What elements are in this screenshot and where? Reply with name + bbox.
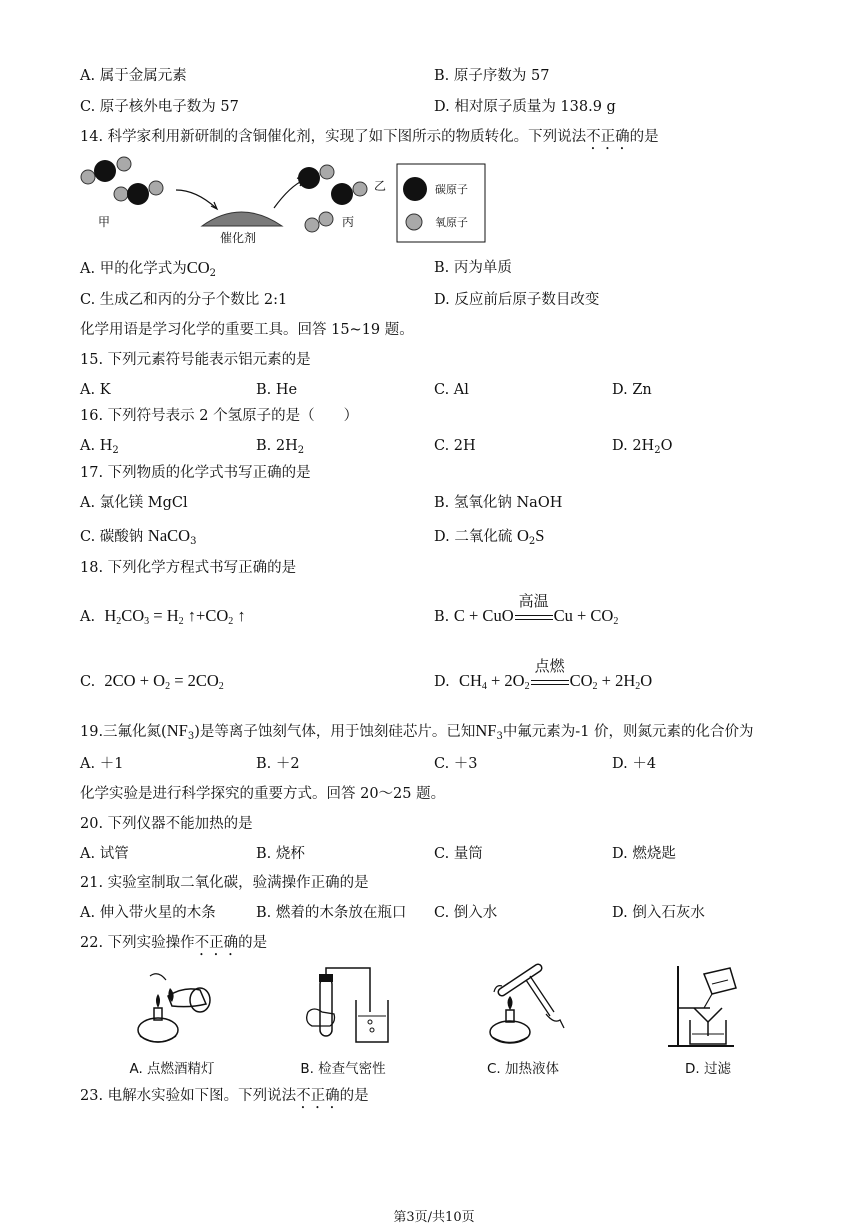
q22-caption-d: D. 过滤	[685, 1061, 731, 1077]
q14-option-b: B. 丙为单质	[434, 260, 512, 276]
q13-option-d: D. 相对原子质量为 138.9 g	[434, 99, 616, 115]
q21-option-c: C. 倒入水	[434, 905, 498, 921]
q19-option-d: D. ＋4	[612, 756, 657, 772]
label-bing: 丙	[342, 215, 355, 229]
carbon-atom-icon	[403, 177, 427, 201]
q13-option-b: B. 原子序数为 57	[434, 68, 550, 84]
q14-stem: 14. 科学家利用新研制的含铜催化剂，实现了如下图所示的物质转化。下列说法不正确的是	[80, 129, 659, 145]
q16-option-b: B. $2H_2$	[256, 438, 305, 456]
q20-option-d: D. 燃烧匙	[612, 846, 676, 862]
illustration-filter	[664, 962, 754, 1050]
oxygen-atom-icon	[406, 214, 422, 230]
section-intro-20: 化学实验是进行科学探究的重要方式。回答 20～25 题。	[80, 786, 446, 802]
q13-option-c: C. 原子核外电子数为 57	[80, 99, 239, 115]
q18-option-d: D. $CH_4 + 2O_2$ 点燃 $CO_2 + 2H_2O$	[434, 657, 653, 692]
q15-stem: 15. 下列元素符号能表示铝元素的是	[80, 352, 311, 368]
q20-option-a: A. 试管	[80, 846, 129, 862]
q22-caption-c: C. 加热液体	[486, 1061, 559, 1077]
q22-caption-a: A. 点燃酒精灯	[129, 1061, 215, 1077]
q19-option-b: B. ＋2	[256, 756, 300, 772]
catalyst-shape	[202, 212, 282, 226]
q23-stem: 23. 电解水实验如下图。下列说法不正确的是	[80, 1088, 369, 1104]
molecule-bing	[305, 212, 333, 232]
q19-option-c: C. ＋3	[434, 756, 478, 772]
molecule-jia-1	[81, 157, 131, 184]
q21-option-b: B. 燃着的木条放在瓶口	[256, 905, 407, 921]
reaction-diagram	[76, 150, 496, 246]
page-footer: 第3页/共10页	[393, 1210, 475, 1225]
condition-ignite: 点燃	[530, 672, 570, 692]
legend-carbon: 碳原子	[435, 183, 468, 196]
q19-option-a: A. ＋1	[80, 756, 124, 772]
q15-option-c: C. Al	[434, 382, 469, 398]
q16-option-a: A. $H_2$	[80, 438, 119, 456]
condition-high-temp: 高温	[514, 607, 554, 627]
q16-option-c: C. 2H	[434, 438, 476, 454]
molecule-jia-2	[114, 181, 163, 205]
label-jia: 甲	[98, 215, 111, 229]
legend-oxygen: 氧原子	[435, 216, 468, 229]
q20-option-c: C. 量筒	[434, 846, 483, 862]
q18-option-b: B. C + CuO 高温 $Cu + CO_2$	[434, 592, 619, 627]
molecule-yi-2	[331, 182, 367, 205]
q14-option-c: C. 生成乙和丙的分子个数比 2:1	[80, 292, 288, 308]
q22-caption-b: B. 检查气密性	[300, 1061, 386, 1077]
q15-option-d: D. Zn	[612, 382, 652, 398]
q18-option-c: C. $2CO + O_2 = 2CO_2$	[80, 671, 224, 692]
emphasis-text: 不正确	[586, 129, 630, 145]
q15-option-a: A. K	[80, 382, 111, 398]
q17-option-d: D. 二氧化硫 $O_2S$	[434, 526, 545, 547]
q19-stem: 19.三氟化氮$(NF_3)$是等离子蚀刻气体，用于蚀刻硅芯片。已知$NF_3$中氟元素为-1 价，则氮元素的化合价为	[80, 721, 754, 742]
q20-stem: 20. 下列仪器不能加热的是	[80, 816, 253, 832]
q20-option-b: B. 烧杯	[256, 846, 305, 862]
q13-option-a: A. 属于金属元素	[80, 68, 187, 84]
emphasis-text: 不正确	[296, 1088, 340, 1104]
label-yi: 乙	[374, 179, 387, 193]
q18-stem: 18. 下列化学方程式书写正确的是	[80, 560, 297, 576]
q16-option-d: D. $2H_2O$	[612, 438, 673, 456]
q21-stem: 21. 实验室制取二氧化碳，验满操作正确的是	[80, 875, 369, 891]
q22-stem: 22. 下列实验操作不正确的是	[80, 935, 268, 951]
q14-option-a: A. 甲的化学式为$CO_2$	[80, 258, 216, 279]
q14-option-d: D. 反应前后原子数目改变	[434, 292, 600, 308]
q18-option-a: A. $H_2CO_3 = H_2$ $↑+CO_2$ ↑	[80, 606, 246, 627]
arrow-left	[176, 190, 216, 208]
q17-stem: 17. 下列物质的化学式书写正确的是	[80, 465, 311, 481]
q17-option-b: B. 氢氧化钠 NaOH	[434, 495, 563, 511]
illustration-light-lamp	[128, 966, 218, 1050]
q21-option-a: A. 伸入带火星的木条	[80, 905, 216, 921]
section-intro-15: 化学用语是学习化学的重要工具。回答 15~19 题。	[80, 322, 414, 338]
label-catalyst: 催化剂	[220, 231, 257, 245]
q15-option-b: B. He	[256, 382, 298, 398]
q16-stem: 16. 下列符号表示 2 个氢原子的是（ ）	[80, 408, 359, 424]
arrow-right	[274, 180, 304, 208]
emphasis-text: 不正确	[194, 935, 239, 951]
q17-option-c: C. 碳酸钠 NaCO$_3$	[80, 526, 197, 547]
q17-option-a: A. 氯化镁 MgCl	[80, 495, 188, 511]
q21-option-d: D. 倒入石灰水	[612, 905, 705, 921]
illustration-airtight-check	[300, 966, 400, 1050]
legend-box	[397, 164, 485, 242]
molecule-yi-1	[298, 165, 334, 189]
illustration-heat-liquid	[480, 962, 570, 1050]
